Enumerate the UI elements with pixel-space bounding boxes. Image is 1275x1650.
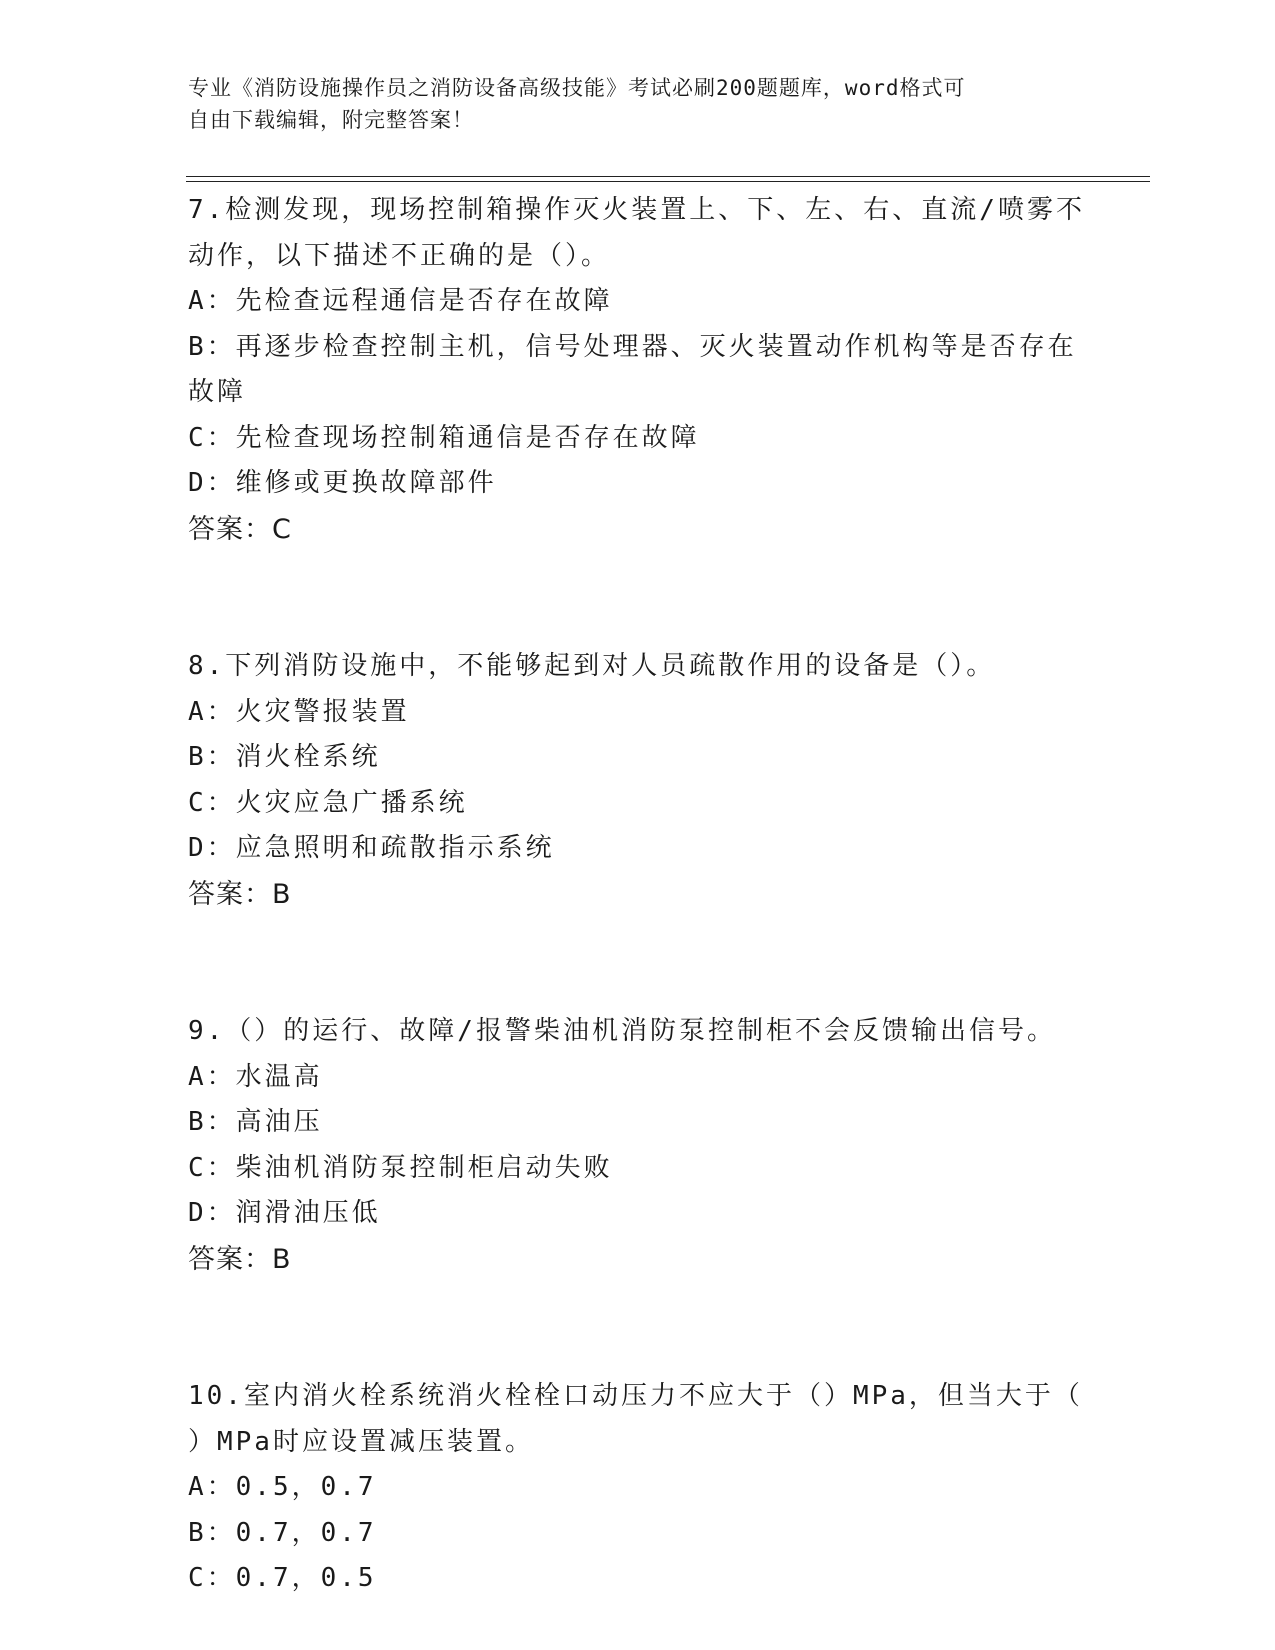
answer-option: A：0.5，0.7 (188, 1472, 377, 1502)
question-stem: 9.（）的运行、故障/报警柴油机消防泵控制柜不会反馈输出信号。 (188, 1016, 1056, 1046)
answer-option: B：高油压 (188, 1107, 323, 1137)
question-spacer (188, 1282, 1088, 1374)
header-divider-bottom (186, 181, 1150, 182)
answer-option: D：应急照明和疏散指示系统 (188, 833, 555, 863)
answer-option: 故障 (188, 377, 247, 407)
question-block (188, 1009, 1088, 1282)
question-list (188, 188, 1088, 1602)
answer-option: D：润滑油压低 (188, 1198, 381, 1228)
answer-option: C：柴油机消防泵控制柜启动失败 (188, 1152, 613, 1183)
question-stem: 10.室内消火栓系统消火栓栓口动压力不应大于（）MPa，但当大于（ (188, 1381, 1083, 1411)
question-stem: ）MPa时应设置减压装置。 (188, 1426, 534, 1457)
question-block (188, 1374, 1088, 1602)
answer-option: A：水温高 (188, 1061, 323, 1092)
document-header (188, 72, 1068, 136)
answer-option: B：消火栓系统 (188, 742, 381, 772)
answer-option: C：火灾应急广播系统 (188, 787, 468, 818)
answer-option: B：0.7，0.7 (188, 1517, 377, 1548)
question-stem: 7.检测发现，现场控制箱操作灭火装置上、下、左、右、直流/喷雾不 (188, 195, 1085, 225)
question-spacer (188, 552, 1088, 644)
answer-option: B：再逐步检查控制主机，信号处理器、灭火装置动作机构等是否存在 (188, 331, 1077, 362)
question-stem: 动作，以下描述不正确的是（）。 (188, 240, 611, 271)
header-line-2: 自由下载编辑，附完整答案！ (188, 108, 474, 132)
answer-option: D：维修或更换故障部件 (188, 468, 497, 498)
answer-option: A：先检查远程通信是否存在故障 (188, 286, 613, 316)
answer-key: 答案：C (188, 513, 292, 545)
answer-key: 答案：B (188, 1243, 292, 1275)
question-stem: 8.下列消防设施中，不能够起到对人员疏散作用的设备是（）。 (188, 651, 996, 681)
question-block (188, 644, 1088, 917)
answer-option: C：0.7，0.5 (188, 1563, 377, 1593)
answer-key: 答案：B (188, 878, 292, 910)
header-divider-top (186, 176, 1150, 177)
answer-option: A：火灾警报装置 (188, 696, 410, 727)
question-block (188, 188, 1088, 552)
answer-option: C：先检查现场控制箱通信是否存在故障 (188, 422, 700, 453)
question-spacer (188, 917, 1088, 1009)
header-line-1: 专业《消防设施操作员之消防设备高级技能》考试必刷200题题库，word格式可 (188, 76, 966, 100)
